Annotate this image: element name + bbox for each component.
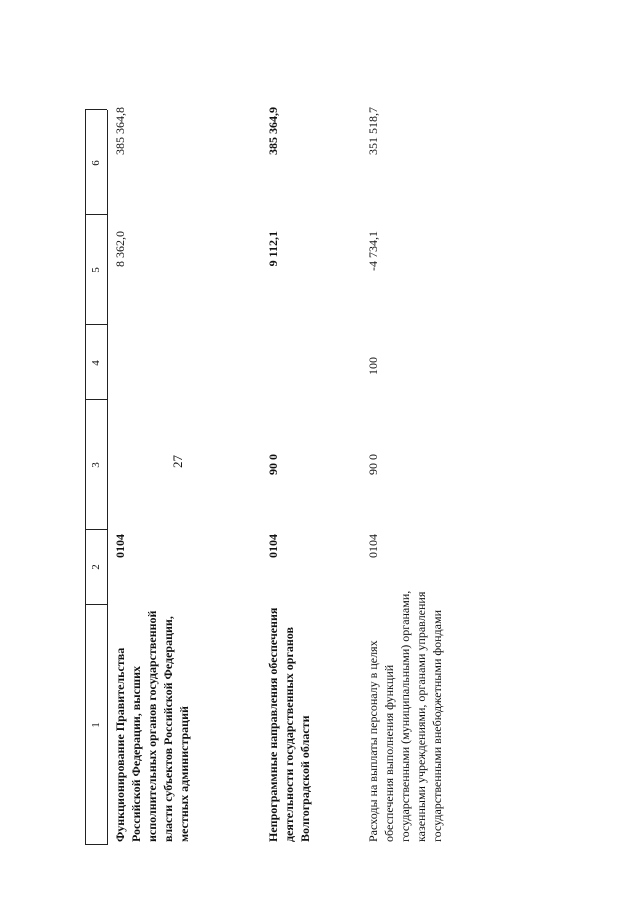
- column-number-6: 6: [90, 160, 102, 166]
- col-divider: [85, 844, 107, 845]
- row-label: Функционирование Правительства Российской Федерации, высших исполнительных органов государственной власти субъектов Российской Федерации, местных администраций: [113, 610, 191, 842]
- col-divider: [85, 324, 107, 325]
- row-total-amount: 351 518,7: [366, 107, 380, 155]
- page-number: 27: [170, 455, 185, 468]
- col-divider: [85, 109, 107, 110]
- row-section-code: 0104: [113, 534, 127, 558]
- row-total-amount: 385 364,9: [266, 107, 280, 155]
- row-change-amount: -4 734,1: [366, 231, 380, 271]
- col-divider: [85, 604, 107, 605]
- column-number-4: 4: [90, 360, 102, 366]
- header-bottom-border: [107, 110, 108, 845]
- column-number-2: 2: [90, 564, 102, 570]
- column-number-1: 1: [90, 722, 102, 728]
- row-target-code: 90 0: [266, 454, 280, 475]
- row-change-amount: 8 362,0: [113, 231, 127, 267]
- row-section-code: 0104: [366, 534, 380, 558]
- column-number-5: 5: [90, 267, 102, 273]
- row-label: Непрограммные направления обеспечения деятельности государственных органов Волгоградской области: [266, 607, 312, 842]
- row-change-amount: 9 112,1: [266, 231, 280, 267]
- column-number-3: 3: [90, 462, 102, 468]
- col-divider: [85, 529, 107, 530]
- col-divider: [85, 399, 107, 400]
- table-top-border: [85, 110, 86, 845]
- row-target-code: 90 0: [366, 454, 380, 475]
- col-divider: [85, 214, 107, 215]
- row-section-code: 0104: [266, 534, 280, 558]
- row-label: Расходы на выплаты персоналу в целях обеспечения выполнения функций государственными (муниципальными) органами, казенными учреждениями, органами управления государственными внебюджетными фондами: [366, 590, 444, 842]
- row-expense-type: 100: [366, 357, 380, 375]
- row-total-amount: 385 364,8: [113, 107, 127, 155]
